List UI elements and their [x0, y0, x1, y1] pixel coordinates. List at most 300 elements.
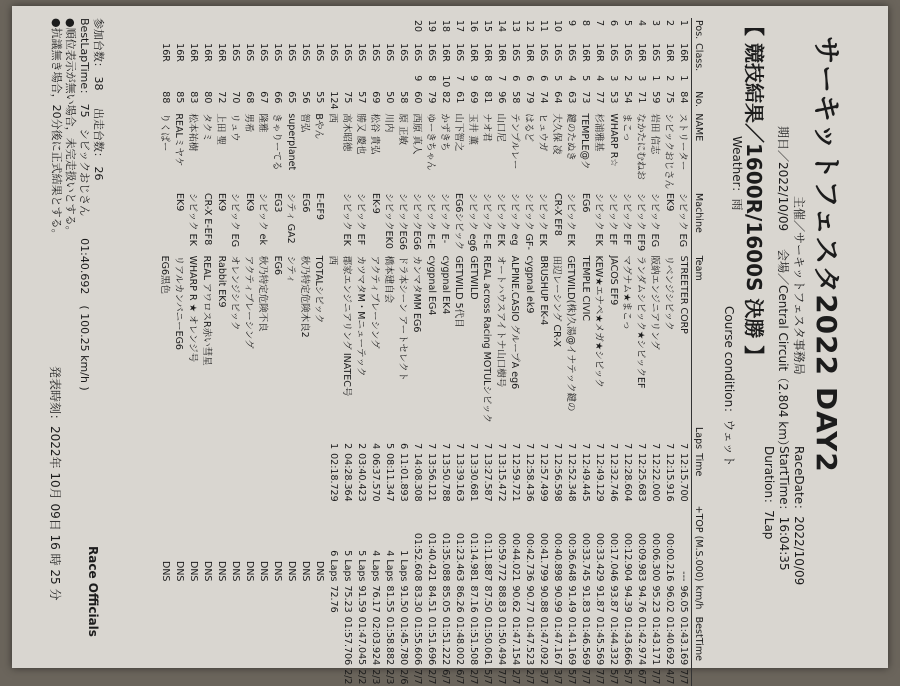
cell-best: 01:51.222 [440, 616, 452, 666]
cell-best [271, 615, 285, 668]
cell-class-no [257, 73, 271, 89]
cell-pos: 20 [412, 20, 424, 33]
cell-no: 88 [160, 91, 172, 104]
cell-class: 16S [622, 43, 634, 62]
col-class-no [692, 73, 721, 89]
cell-class: 16R [160, 43, 172, 62]
cell-kmh: 84.51 [426, 585, 438, 613]
cell-time [201, 451, 215, 504]
cell-team: 橋本建自会 [383, 255, 394, 304]
cell-team: Rabbit EK9 [216, 255, 228, 308]
cell-top: 00:33.745 [580, 532, 592, 582]
cell-top: 00:41.799 [538, 532, 550, 582]
cell-best [243, 615, 257, 668]
cell-class: 16S [314, 43, 326, 62]
col-class: Class. [692, 41, 721, 73]
cell-team: EG6黒色 [159, 255, 170, 295]
table-row [271, 18, 285, 686]
cell-pos [369, 18, 383, 41]
cell-kmh: 90.77 [524, 585, 536, 613]
cell-no: 58 [510, 91, 522, 104]
cell-team: ALPINE.CASIO グループA eg6 [509, 255, 520, 390]
cell-name: ナオ君 [481, 113, 492, 142]
cell-name: 松谷 貴弘 [369, 113, 380, 155]
cell-machine: シビック EG [677, 193, 688, 248]
cell-class: 16S [342, 43, 354, 62]
cell-no: 69 [468, 91, 480, 104]
cell-best-lap [285, 667, 299, 686]
cell-kmh [173, 583, 187, 614]
cell-no: 75 [342, 91, 354, 104]
cell-machine: シビック EK [341, 193, 352, 246]
cell-pos: 17 [454, 20, 466, 33]
cell-name: テンプルレー [509, 113, 520, 170]
table-row [159, 18, 173, 686]
cell-name: 勝又 慶也 [355, 113, 366, 155]
cell-laps [229, 425, 243, 451]
cell-class-no: 4 [566, 75, 578, 82]
cell-best-lap: 6/7 [454, 669, 466, 685]
cell-machine: シビック EF [355, 193, 366, 246]
cell-top: --- [678, 571, 690, 582]
cell-class-no: 5 [552, 75, 564, 82]
cell-pos: 5 [622, 20, 634, 27]
cell-team: マグナム★まこっ [621, 255, 632, 330]
cell-top: 00:06.300 [650, 532, 662, 582]
cell-kmh [285, 583, 299, 614]
cell-top: 00:36.648 [566, 532, 578, 582]
cell-top: 00:42.736 [524, 532, 536, 582]
cell-best-lap: 2/7 [468, 669, 480, 685]
cell-class-no [215, 73, 229, 89]
cell-name: 高木昭徳 [341, 113, 352, 152]
cell-machine: シビック EK [537, 193, 548, 246]
cell-laps [313, 425, 327, 451]
cell-best-lap: 2/7 [524, 669, 536, 685]
cell-pos: 10 [552, 20, 564, 33]
cell-class: 16S [356, 43, 368, 62]
cell-machine [159, 191, 173, 254]
cell-no: 96 [496, 91, 508, 104]
cell-kmh [187, 583, 201, 614]
cell-team: JACOS EF9 [608, 255, 620, 306]
cell-top: DNS [244, 561, 256, 582]
event-date: 期日／2022/10/09 [776, 126, 790, 232]
results-body [159, 18, 692, 686]
col-name: NAME [692, 111, 721, 191]
cell-machine: CR-X E-EF8 [202, 193, 214, 246]
cell-time [243, 451, 257, 504]
cell-best-lap: 6/7 [636, 669, 648, 685]
cell-best-lap: 3/7 [538, 669, 550, 685]
cell-pos [201, 18, 215, 41]
cell-class-no [383, 73, 397, 89]
cell-laps [173, 425, 187, 451]
cell-pos: 8 [580, 20, 592, 27]
table-row [509, 18, 523, 686]
cell-class-no [369, 73, 383, 89]
cell-class-no [229, 73, 243, 89]
cell-no: 81 [482, 91, 494, 104]
cell-name: ヒュウガ [537, 113, 548, 152]
table-row [383, 18, 397, 686]
cell-machine: シビック E-E [481, 193, 492, 250]
cell-class-no: 1 [678, 75, 690, 82]
cell-top: DNS [174, 561, 186, 582]
cell-machine: CR-X EF8 [552, 193, 564, 236]
cell-class: 16R [580, 43, 592, 62]
cell-laps: 7 [594, 443, 606, 450]
starters: 出走台数： 26 [92, 107, 105, 181]
cell-best-lap [187, 667, 201, 686]
cell-team: WHARP R ★ オレンジ号 [187, 255, 198, 363]
cell-class-no: 7 [496, 75, 508, 82]
cell-class: 16S [566, 43, 578, 62]
race-info [761, 446, 806, 585]
cell-no: 80 [202, 91, 214, 104]
cell-pos [173, 18, 187, 41]
cell-kmh: 96.02 [664, 585, 676, 613]
table-row [215, 18, 229, 686]
cell-class: 16S [426, 43, 438, 62]
venue: 会場／Central Circuit（2.804 km） [776, 249, 790, 452]
cell-best-lap: 7/7 [594, 669, 606, 685]
cell-best [327, 615, 341, 668]
cell-best: 01:47.092 [538, 616, 550, 666]
cell-class-no: 6 [538, 75, 550, 82]
cell-laps: 4 [370, 443, 382, 450]
cell-pos [243, 18, 257, 41]
cell-laps: 7 [664, 443, 676, 450]
cell-class: 16S [286, 43, 298, 62]
cell-machine: EG6 [300, 193, 312, 213]
cell-no: 60 [412, 91, 424, 104]
cell-machine: シビック EK [187, 193, 198, 246]
footer [49, 18, 105, 391]
cell-no: 53 [608, 91, 620, 104]
cell-laps [299, 425, 313, 451]
col-no: No. [692, 89, 721, 111]
cell-no: 79 [426, 91, 438, 104]
cell-name: りくぱー [159, 113, 170, 152]
cell-time: 13:15.472 [496, 453, 508, 502]
table-row [593, 18, 607, 686]
cell-team: STREETER CORP [678, 255, 690, 334]
cell-class: 16R [216, 43, 228, 62]
cell-kmh: 88.83 [496, 585, 508, 613]
cell-best [187, 615, 201, 668]
cell-team: REAL アワロスR赤い彗星 [201, 255, 212, 366]
cell-time [271, 451, 285, 504]
cell-time: 13:30.681 [468, 453, 480, 502]
table-row [677, 18, 692, 686]
cell-pos: 4 [636, 20, 648, 27]
cell-best-lap [173, 667, 187, 686]
cell-class-no: 6 [524, 75, 536, 82]
cell-best-lap: 7/7 [496, 669, 508, 685]
cell-top: DNS [160, 561, 172, 582]
cell-team: アクティブレーシング [243, 255, 254, 349]
cell-class: 16R [202, 43, 214, 62]
col-pos: Pos. [692, 18, 721, 41]
cell-best-lap: 7/7 [678, 669, 690, 685]
cell-class: 16S [244, 43, 256, 62]
cell-best-lap: 2/7 [426, 669, 438, 685]
cell-team: 西 [327, 255, 338, 266]
table-row [537, 18, 551, 686]
cell-best: 01:57.706 [342, 616, 354, 666]
table-row [355, 18, 369, 686]
cell-class-no [299, 73, 313, 89]
col-team: Team [692, 254, 721, 425]
cell-name: 隆雅 [257, 113, 268, 133]
col-laps: Laps [692, 425, 721, 451]
cell-best-lap: 2/2 [342, 669, 354, 685]
rotated-sheet [12, 6, 888, 685]
cell-team: 秋乃特定危険木良2 [299, 255, 310, 338]
cell-time [187, 451, 201, 504]
cell-machine: EK9 [174, 193, 186, 212]
cell-name: WHARP R☆ [608, 113, 620, 167]
cell-class: 16R [188, 43, 200, 62]
cell-top: 00:44.021 [510, 532, 522, 582]
cell-class-no [313, 73, 327, 89]
cell-pos [285, 18, 299, 41]
cell-name: タクミ [201, 113, 212, 142]
cell-top: 1 Laps [398, 550, 410, 582]
cell-best [257, 615, 271, 668]
cell-class-no: 3 [636, 75, 648, 82]
cell-top: 01:11.887 [482, 532, 494, 582]
cell-top: 4 Laps [370, 550, 382, 582]
cell-machine: シビック E-E [425, 193, 436, 250]
note-1: ●順位表示が無い場合，未完走扱いとする。 [64, 18, 77, 237]
cell-kmh: 87.16 [468, 585, 480, 613]
cell-kmh: 75.23 [342, 585, 354, 613]
best-lap-line: BestLapTime： 75 シビックおじさん 01:40.692 ( 100.25 km/h ) [78, 18, 91, 391]
cell-best-lap: 7/7 [412, 669, 424, 685]
cell-machine: シビック EK [593, 193, 604, 246]
cell-team: リアルカンパニーEG6 [173, 255, 184, 350]
cell-kmh: 90.62 [510, 585, 522, 613]
cell-team: 秋乃特定危険不良 [257, 255, 268, 332]
cell-pos [159, 18, 173, 41]
cell-name: リュウ [229, 113, 240, 142]
cell-kmh: 94.39 [622, 585, 634, 613]
cell-class: 16R [440, 43, 452, 62]
cell-name: 岩田 信志 [649, 113, 660, 155]
cell-best: 01:58.882 [384, 616, 396, 666]
cell-class: 16R [524, 43, 536, 62]
table-row [369, 18, 383, 686]
cell-kmh: 91.49 [566, 585, 578, 613]
cell-kmh [271, 583, 285, 614]
cell-no: 77 [594, 91, 606, 104]
cell-no: 57 [356, 91, 368, 104]
cell-class: 16S [328, 43, 340, 62]
cell-name: superplanet [286, 113, 298, 171]
cell-class-no [397, 73, 411, 89]
weather: Weather：雨 [730, 136, 744, 211]
cell-best: 01:44.332 [608, 616, 620, 666]
table-row [243, 18, 257, 686]
cell-name: 玉井 薫 [467, 113, 478, 145]
cell-class: 16R [594, 43, 606, 62]
cell-best-lap [243, 667, 257, 686]
cell-class: 16R [496, 43, 508, 62]
cell-team: TOTALシビック [313, 255, 324, 324]
cell-best-lap: 5/7 [622, 669, 634, 685]
cell-laps: 7 [580, 443, 592, 450]
cell-machine: シビックEG6 [397, 193, 408, 251]
cell-best: 01:47.154 [510, 616, 522, 666]
cell-time: 13:27.587 [482, 453, 494, 502]
table-row [201, 18, 215, 686]
cell-class: 16S [370, 43, 382, 62]
table-row [285, 18, 299, 686]
cell-no: 64 [552, 91, 564, 104]
entrants: 参加台数： 38 [92, 18, 105, 91]
cell-pos: 12 [524, 20, 536, 33]
cell-class-no: 2 [622, 75, 634, 82]
cell-best: 01:43.169 [678, 616, 690, 666]
cell-team: シティ [285, 255, 296, 284]
cell-laps: 7 [636, 443, 648, 450]
cell-best-lap: 2/2 [356, 669, 368, 685]
cell-name: 智弘 [299, 113, 310, 133]
cell-laps [159, 425, 173, 451]
col-kmh: km/h [692, 583, 721, 614]
table-row [635, 18, 649, 686]
cell-class-no: 2 [664, 75, 676, 82]
cell-name: かずきち [439, 113, 450, 152]
cell-kmh: 93.87 [608, 585, 620, 613]
date-venue-line [775, 126, 792, 466]
cell-name: シビックおじさん [663, 113, 674, 190]
cell-no: 59 [650, 91, 662, 104]
cell-top: 00:17.046 [608, 532, 620, 582]
cell-team: BRUSHUP EK-4 [538, 255, 550, 326]
cell-class: 16R [664, 43, 676, 62]
cell-team: cygpnal EG4 [426, 255, 438, 316]
cell-no: 83 [188, 91, 200, 104]
cell-top: DNS [300, 561, 312, 582]
cell-best [299, 615, 313, 668]
cell-best [215, 615, 229, 668]
cell-kmh: 91.50 [398, 585, 410, 613]
cell-top: 00:59.772 [496, 532, 508, 582]
cell-name: 上田 聖 [215, 113, 226, 145]
cell-laps: 7 [566, 443, 578, 450]
cell-best-lap: 7/7 [650, 669, 662, 685]
cell-class-no: 3 [608, 75, 620, 82]
cell-class-no: 6 [510, 75, 522, 82]
cell-class-no: 4 [594, 75, 606, 82]
cell-pos [215, 18, 229, 41]
cell-team: KEW★エナペ★メガ★シビック [593, 255, 604, 388]
cell-name: 松本祐樹 [187, 113, 198, 152]
start-time: StartTime：16:04:35 [777, 446, 791, 571]
cell-machine: シビック E- [439, 193, 450, 244]
cell-team: オートハウスアイトナ山口樹号 [495, 255, 506, 388]
table-row [621, 18, 635, 686]
cell-team: cygpnal EK4 [440, 255, 452, 315]
cell-pos: 1 [678, 20, 690, 27]
cell-kmh: 72.76 [328, 585, 340, 613]
cell-no: 85 [174, 91, 186, 104]
cell-class: 16S [608, 43, 620, 62]
cell-time: 02:18.729 [328, 453, 340, 502]
cell-top: 4 Laps [384, 550, 396, 582]
cell-kmh: 90.99 [552, 585, 564, 613]
cell-name: なかたにむねお [635, 113, 646, 180]
cell-no: 61 [454, 91, 466, 104]
cell-name: きゃりーてる [271, 113, 282, 171]
organizer: 主催／サーキットフェスタ事務局 [792, 196, 806, 375]
cell-class-no [341, 73, 355, 89]
cell-best: 01:43.171 [650, 616, 662, 666]
cell-class: 16S [510, 43, 522, 62]
cell-laps [187, 425, 201, 451]
table-row [173, 18, 187, 686]
cell-time: 12:56.598 [552, 453, 564, 502]
col-best: BestTime [692, 615, 721, 668]
cell-kmh: 81.55 [384, 585, 396, 613]
cell-class: 16S [272, 43, 284, 62]
cell-class: 16R [678, 43, 690, 62]
cell-laps: 7 [650, 443, 662, 450]
table-row [453, 18, 467, 686]
cell-time: 12:59.721 [510, 453, 522, 502]
cell-class-no: 8 [482, 75, 494, 82]
cell-no: 69 [370, 91, 382, 104]
cell-class-no [355, 73, 369, 89]
cell-top: 5 Laps [356, 550, 368, 582]
cell-no: 72 [216, 91, 228, 104]
cell-no: 75 [664, 91, 676, 104]
cell-name: 鍵のたぬき [565, 113, 576, 161]
cell-laps: 2 [356, 443, 368, 450]
cell-no: 66 [272, 91, 284, 104]
cell-no: 82 [440, 91, 452, 104]
cell-laps [271, 425, 285, 451]
cell-time [229, 451, 243, 504]
cell-best: 01:42.974 [636, 616, 648, 666]
table-row [565, 18, 579, 686]
cell-best: 01:45.780 [398, 616, 410, 666]
cell-time: 08:11.347 [384, 453, 396, 502]
cell-time: 12:49.445 [580, 453, 592, 502]
cell-no: 50 [384, 91, 396, 104]
cell-machine: EG3 [272, 193, 284, 213]
cell-pos: 16 [468, 20, 480, 33]
cell-no: 68 [244, 91, 256, 104]
cell-time: 12:49.129 [594, 453, 606, 502]
cell-kmh [243, 583, 257, 614]
cell-top: DNS [272, 561, 284, 582]
note-2: ●抗議無き場合，20分後に正式結果とする。 [50, 18, 63, 240]
cell-best: 01:48.002 [454, 616, 466, 666]
cell-laps [285, 425, 299, 451]
cell-pos: 3 [650, 20, 662, 27]
cell-time: 14:08.308 [412, 453, 424, 502]
cell-name: 男希 [243, 113, 254, 133]
table-row [663, 18, 677, 686]
cell-best-lap: 7/7 [580, 669, 592, 685]
cell-laps: 1 [328, 443, 340, 450]
table-row [397, 18, 411, 686]
cell-time [299, 451, 313, 504]
